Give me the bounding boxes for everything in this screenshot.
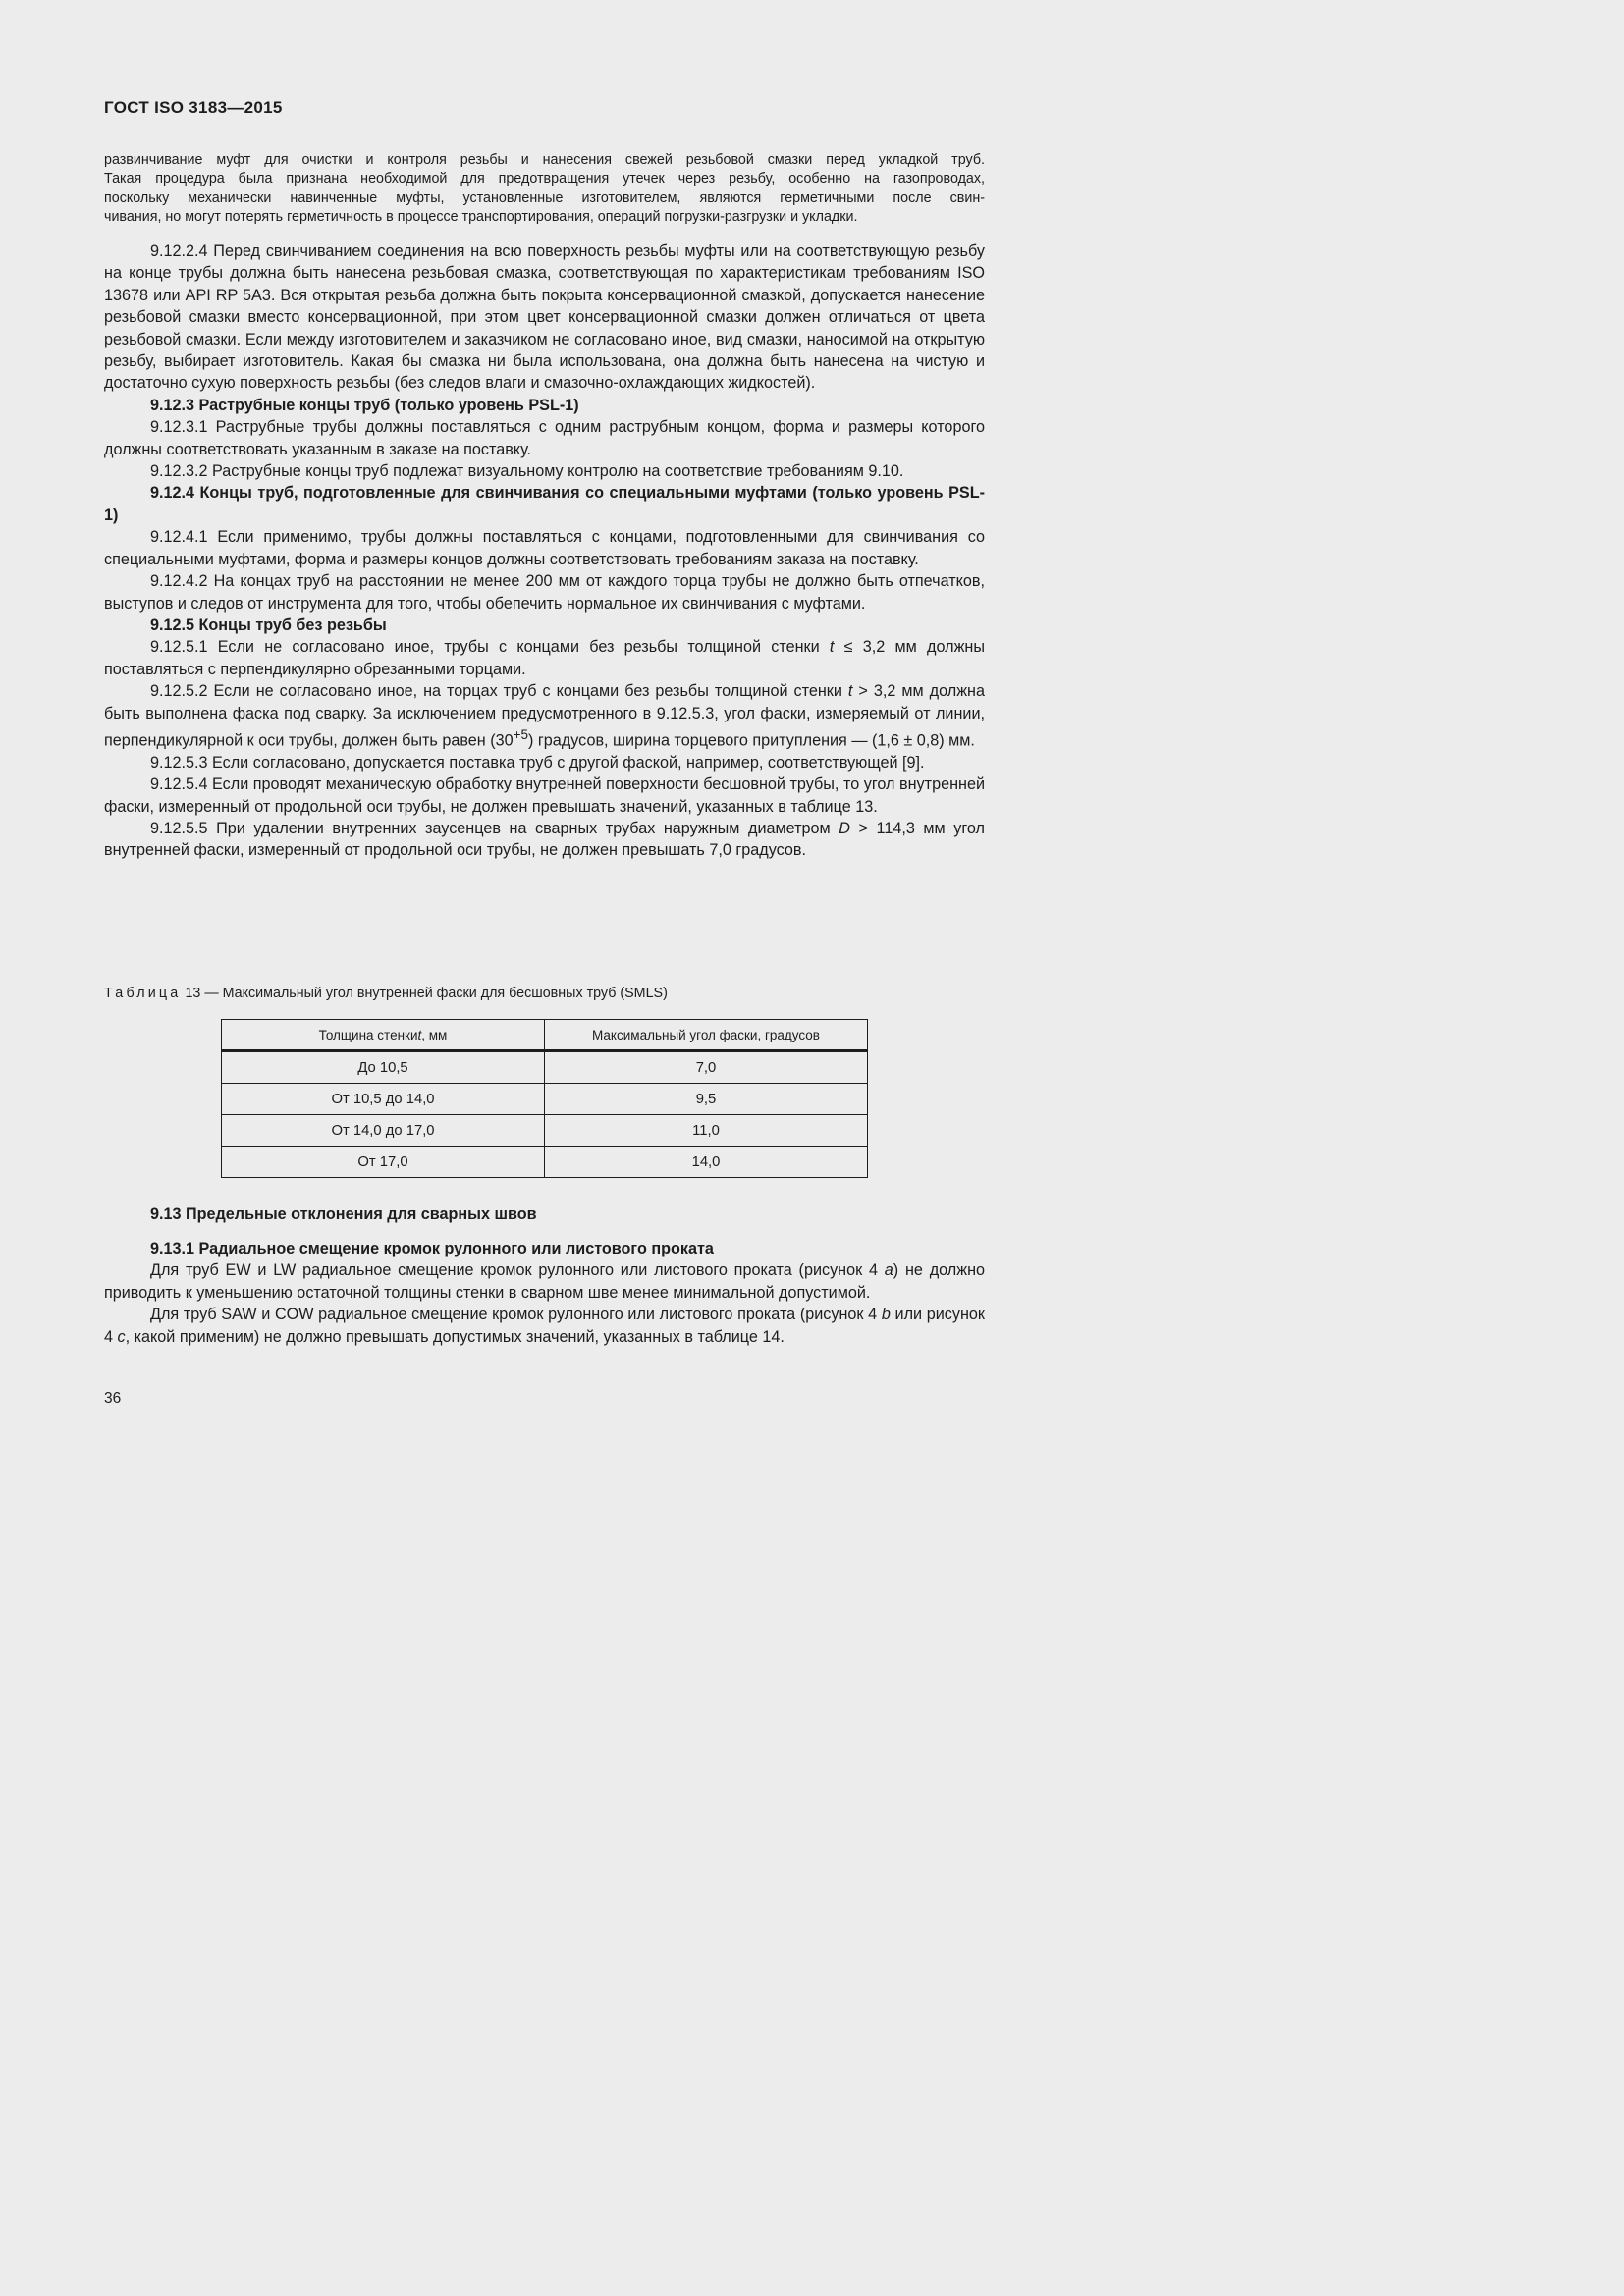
table-cell: От 10,5 до 14,0: [222, 1084, 545, 1115]
figure-ref-b: b: [881, 1306, 891, 1324]
heading-9-13: 9.13 Предельные отклонения для сварных швов: [150, 1205, 537, 1223]
variable-t: t: [417, 1027, 422, 1042]
text-run: > 3,2 мм должна быть выполнена фаска под сварку. За исключением предусмотренного в 9.12.5.3, угол фаски, измеряемый от линии, перпендикулярной к оси трубы, должен быть равен (30: [104, 682, 985, 750]
table-row: [222, 1147, 868, 1178]
column-header-thickness: [222, 1020, 545, 1051]
table-caption: [104, 986, 668, 1001]
figure-ref-a: a: [884, 1261, 893, 1280]
figure-ref-c: c: [117, 1327, 126, 1346]
variable-D: D: [839, 819, 850, 837]
text-run: , мм: [421, 1027, 448, 1042]
table-cell: До 10,5: [222, 1051, 545, 1084]
table-cell: 11,0: [545, 1115, 868, 1147]
table-13: [221, 1019, 868, 1178]
text-run: Для труб EW и LW радиальное смещение кромок рулонного или листового проката (рисунок 4: [150, 1261, 885, 1280]
text-line: чивания, но могут потерять герметичность в процессе транспортирования, операций погрузки-разгрузки и укладки.: [104, 209, 858, 226]
text-line: Такая процедура была признана необходимой для предотвращения утечек через резьбу, особенно на газопроводах,: [104, 171, 985, 187]
tolerance-superscript: +5: [513, 726, 529, 742]
table-row: [222, 1115, 868, 1147]
section-9-13-1-block: [104, 1238, 985, 1348]
table-row: [222, 1051, 868, 1084]
heading-9-12-4: 9.12.4 Концы труб, подготовленные для свинчивания со специальными муфтами (только уровень PSL-1): [104, 484, 985, 524]
paragraph-9-12-5-1: [104, 636, 985, 680]
heading-9-13-1: 9.13.1 Радиальное смещение кромок рулонного или листового проката: [150, 1240, 714, 1257]
caption-word: Таблица: [104, 986, 182, 1001]
paragraph-9-12-5-3: 9.12.5.3 Если согласовано, допускается поставка труб с другой фаской, например, соответствующей [9].: [150, 753, 925, 772]
text-run: , какой применим) не должно превышать допустимых значений, указанных в таблице 14.: [125, 1327, 785, 1346]
text-run: Для труб SAW и COW радиальное смещение кромок рулонного или листового проката (рисунок 4: [150, 1306, 882, 1324]
table-cell: 14,0: [545, 1147, 868, 1178]
paragraph-9-12-4-2: 9.12.4.2 На концах труб на расстоянии не менее 200 мм от каждого торца трубы не должно быть отпечатков, выступов и следов от инструмента для того, чтобы обепечить нормальное их свинчивания с муфтами.: [104, 572, 985, 613]
table-cell: От 14,0 до 17,0: [222, 1115, 545, 1147]
text-line: развинчивание муфт для очистки и контроля резьбы и нанесения свежей резьбовой смазки перед укладкой труб.: [104, 152, 985, 168]
continued-paragraph: [104, 151, 985, 228]
paragraph-9-12-3-2: 9.12.3.2 Раструбные концы труб подлежат визуальному контролю на соответствие требованиям 9.10.: [150, 462, 904, 481]
paragraph-9-13-1-saw-cow: [104, 1304, 985, 1348]
variable-t: t: [829, 638, 835, 657]
table-cell: 9,5: [545, 1084, 868, 1115]
text-run: ) градусов, ширина торцевого притупления — (1,6 ± 0,8) мм.: [528, 731, 975, 750]
variable-t: t: [847, 682, 853, 701]
table-cell: От 17,0: [222, 1147, 545, 1178]
table-cell: 7,0: [545, 1051, 868, 1084]
document-header: ГОСТ ISO 3183—2015: [104, 98, 283, 117]
text-run: 9.12.5.5 При удалении внутренних заусенцев на сварных трубах наружным диаметром: [150, 819, 839, 837]
page-number: 36: [104, 1390, 122, 1407]
text-line: поскольку механически навинченные муфты, установленные изготовителем, являются герметичными после свин-: [104, 189, 985, 206]
text-run: ) не должно приводить к уменьшению остаточной толщины стенки в сварном шве менее минимальной допустимой.: [104, 1261, 986, 1302]
paragraph-9-12-5-2: [104, 680, 985, 752]
text-run: Толщина стенки: [318, 1027, 418, 1042]
main-text-block: [104, 240, 985, 862]
text-run: ≤ 3,2 мм должны поставляться с перпендикулярно обрезанными торцами.: [104, 638, 985, 678]
text-run: 9.12.5.2 Если не согласовано иное, на торцах труб с концами без резьбы толщиной стенки: [150, 682, 848, 701]
paragraph-9-12-5-5: [104, 818, 985, 862]
column-header-angle: Максимальный угол фаски, градусов: [545, 1020, 868, 1051]
heading-9-12-5: 9.12.5 Концы труб без резьбы: [150, 615, 387, 634]
paragraph-9-12-4-1: 9.12.4.1 Если применимо, трубы должны поставляться с концами, подготовленными для свинчивания со специальными муфтами, форма и размеры концов должны соответствовать требованиям заказа на поставку.: [104, 528, 985, 568]
text-run: 9.12.5.1 Если не согласовано иное, трубы с концами без резьбы толщиной стенки: [150, 638, 830, 657]
paragraph-9-12-2-4: 9.12.2.4 Перед свинчиванием соединения на всю поверхность резьбы муфты или на соответствующую резьбу на конце трубы должна быть нанесена резьбовая смазка, соответствующая по характеристикам требованиям ISO 13678 или API RP 5A3. Вся открытая резьба должна быть покрыта консервационной смазкой, допускается нанесение резьбовой смазки вместо консервационной, при этом цвет консервационной смазки должен отличаться от цвета резьбовой смазки. Если между изготовителем и заказчиком не согласовано иное, вид смазки, наносимой на открытую резьбу, выбирает изготовитель. Какая бы смазка ни была использована, она должна быть нанесена на чистую и достаточно сухую поверхность резьбы (без следов влаги и смазочно-охлаждающих жидкостей).: [104, 242, 985, 393]
caption-text: 13 — Максимальный угол внутренней фаски для бесшовных труб (SMLS): [185, 986, 668, 1001]
table-row: [222, 1084, 868, 1115]
paragraph-9-13-1-ew-lw: [104, 1259, 985, 1304]
text-run: > 114,3 мм угол внутренней фаски, измеренный от продольной оси трубы, не должен превышать 7,0 градусов.: [104, 819, 985, 860]
document-page: [0, 0, 1089, 1539]
heading-9-12-3: 9.12.3 Раструбные концы труб (только уровень PSL-1): [150, 396, 579, 414]
paragraph-9-12-5-4: 9.12.5.4 Если проводят механическую обработку внутренней поверхности бесшовной трубы, то угол внутренней фаски, измеренный от продольной оси трубы, не должен превышать значений, указанных в таблице 13.: [104, 775, 985, 816]
text-run: или рисунок 4: [104, 1306, 985, 1346]
paragraph-9-12-3-1: 9.12.3.1 Раструбные трубы должны поставляться с одним раструбным концом, форма и размеры которого должны соответствовать указанным в заказе на поставку.: [104, 418, 985, 458]
